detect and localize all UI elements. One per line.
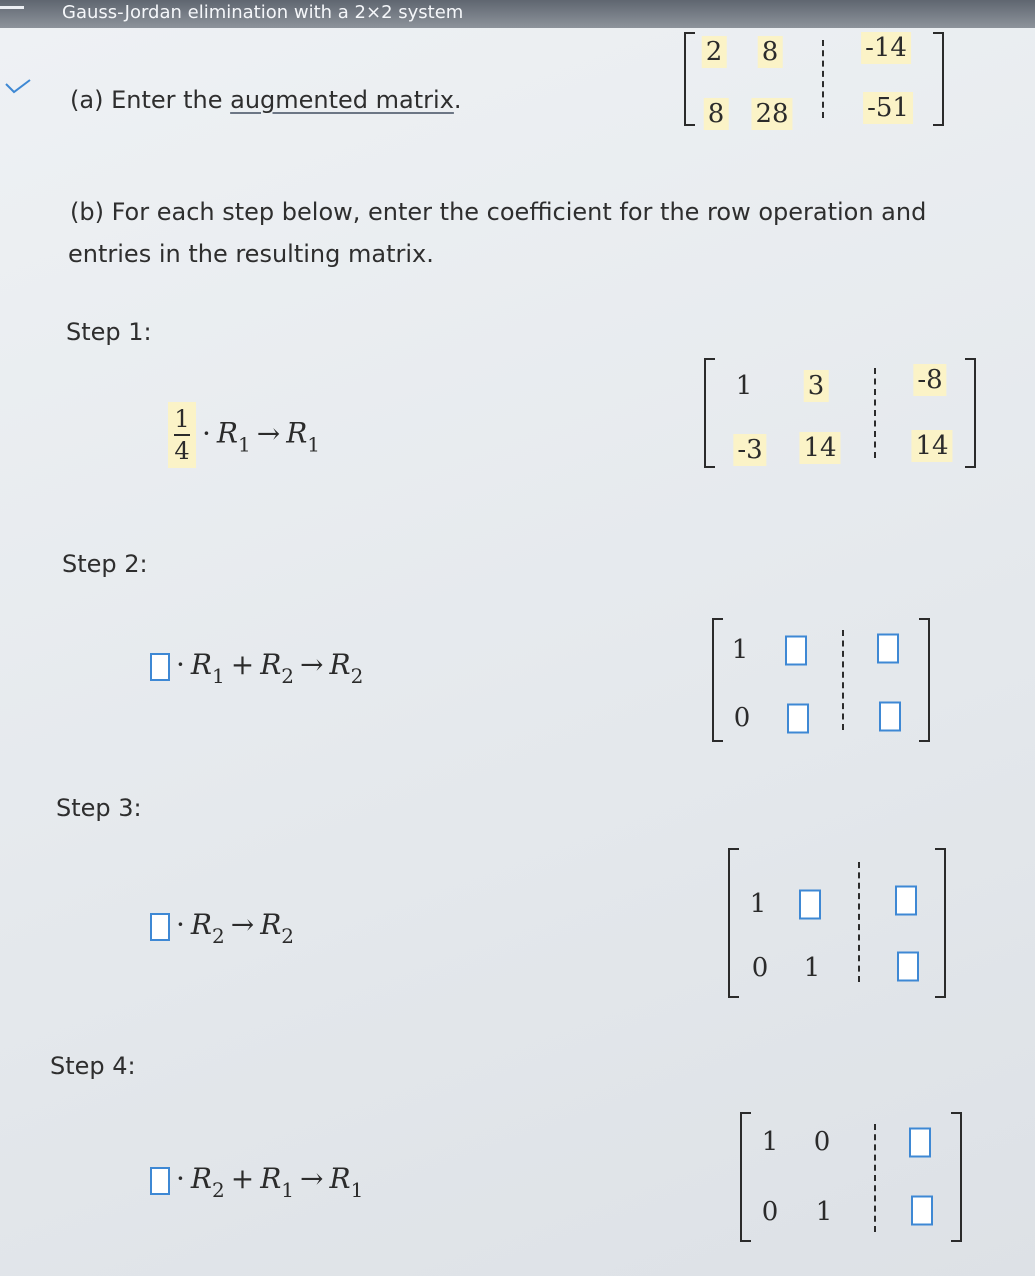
step-4-label: Step 4: [50,1052,136,1080]
step-2-matrix [712,618,930,742]
question-panel [0,28,1035,1276]
step-3-coefficient-input[interactable] [150,913,170,941]
step-4-cell: 0 [813,1127,831,1157]
step-4-input[interactable] [911,1195,933,1226]
step-2-input[interactable] [879,701,901,732]
augmented-matrix-link[interactable]: augmented matrix [230,86,454,114]
step-3-matrix [728,848,946,998]
step-3-cell: 1 [803,953,821,983]
step-4-matrix [740,1112,962,1242]
page-title: Gauss-Jordan elimination with a 2×2 system [62,2,464,23]
arrow-icon: → [300,1162,324,1195]
step-1-cell[interactable]: 14 [799,432,840,464]
step-2-label: Step 2: [62,550,148,578]
arrow-icon: → [256,416,281,450]
part-b-prompt-line1: (b) For each step below, enter the coefficient for the row operation and [70,198,927,226]
step-2-cell: 0 [733,703,751,733]
step-4-input[interactable] [909,1127,931,1158]
matrix-a-cell[interactable]: 28 [751,98,792,130]
matrix-a-cell[interactable]: -51 [863,92,913,124]
step-3-input[interactable] [799,889,821,920]
step-4-cell: 1 [815,1197,833,1227]
arrow-icon: → [230,908,255,941]
matrix-a-cell[interactable]: 2 [702,36,727,68]
step-1-coefficient[interactable]: $\frac{1}{4}$ [168,402,196,468]
step-2-coefficient-input[interactable] [150,653,170,681]
step-3-operation: · $R_2 \to R_2$ [150,908,294,948]
checkmark-icon [4,78,32,94]
step-4-operation: · $R_2 + R_1 \to R_1$ [150,1162,363,1202]
augmented-matrix [684,32,944,129]
step-4-cell: 1 [761,1127,779,1157]
menu-icon[interactable] [0,6,24,9]
step-3-label: Step 3: [56,794,142,822]
title-bar [0,0,1035,28]
arrow-icon: → [300,648,324,681]
matrix-a-cell[interactable]: 8 [758,36,783,68]
step-4-coefficient-input[interactable] [150,1167,170,1195]
step-4-cell: 0 [761,1197,779,1227]
step-2-operation: · $R_1 + R_2 \to R_2$ [150,648,363,688]
part-b-prompt-line2: entries in the resulting matrix. [68,240,434,268]
step-1-cell[interactable]: -8 [913,364,946,396]
step-1-cell: 1 [735,371,753,401]
step-1-cell[interactable]: 14 [911,430,952,462]
step-3-cell: 0 [751,953,769,983]
step-1-matrix [704,358,976,468]
part-a-prompt: (a) Enter the augmented matrix. [70,86,462,114]
matrix-a-cell[interactable]: -14 [861,32,911,64]
step-1-cell[interactable]: 3 [804,370,829,402]
step-3-cell: 1 [749,889,767,919]
step-2-cell: 1 [731,635,749,665]
step-1-cell[interactable]: -3 [733,434,766,466]
step-2-input[interactable] [877,633,899,664]
step-3-input[interactable] [897,951,919,982]
matrix-a-cell[interactable]: 8 [704,98,729,130]
step-3-input[interactable] [895,885,917,916]
step-1-operation: $\frac{1}{4}$ · $R_1 \to R_1$ [168,402,320,468]
step-1-label: Step 1: [66,318,152,346]
step-2-input[interactable] [785,635,807,666]
step-2-input[interactable] [787,703,809,734]
